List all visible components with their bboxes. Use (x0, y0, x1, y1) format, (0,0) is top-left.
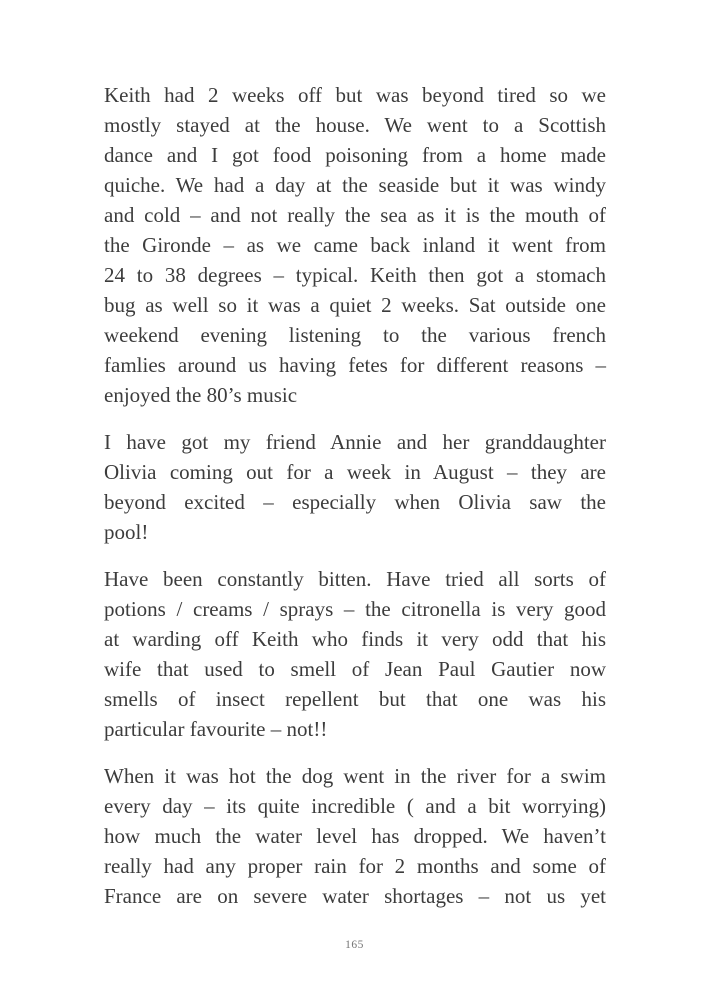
text-line: I have got my friend Annie and her granddaughter (104, 430, 606, 454)
text-line: wife that used to smell of Jean Paul Gautier now (104, 657, 606, 681)
text-line: every day – its quite incredible ( and a bit worrying) (104, 794, 606, 818)
text-line: beyond excited – especially when Olivia saw the (104, 490, 606, 514)
text-line: bug as well so it was a quiet 2 weeks. Sat outside one (104, 293, 606, 317)
text-line: quiche. We had a day at the seaside but it was windy (104, 173, 606, 197)
text-line: at warding off Keith who finds it very odd that his (104, 627, 606, 651)
text-line: When it was hot the dog went in the river for a swim (104, 764, 606, 788)
text-line: Have been constantly bitten. Have tried all sorts of (104, 567, 606, 591)
text-line: smells of insect repellent but that one was his (104, 687, 606, 711)
text-line: pool! (104, 520, 149, 544)
page-body (104, 80, 606, 911)
paragraph-4 (104, 761, 606, 911)
text-line: Keith had 2 weeks off but was beyond tired so we (104, 83, 606, 107)
text-line: famlies around us having fetes for different reasons – (104, 353, 606, 377)
text-line: dance and I got food poisoning from a home made (104, 143, 606, 167)
text-line: Olivia coming out for a week in August – they are (104, 460, 606, 484)
text-line: how much the water level has dropped. We haven’t (104, 824, 606, 848)
text-line: mostly stayed at the house. We went to a Scottish (104, 113, 606, 137)
text-line: the Gironde – as we came back inland it went from (104, 233, 606, 257)
text-line: potions / creams / sprays – the citronella is very good (104, 597, 606, 621)
text-line: enjoyed the 80’s music (104, 383, 298, 407)
text-line: really had any proper rain for 2 months and some of (104, 854, 606, 878)
text-line: particular favourite – not!! (104, 717, 328, 741)
paragraph-2 (104, 427, 606, 547)
text-line: France are on severe water shortages – not us yet (104, 884, 606, 908)
paragraph-1 (104, 80, 606, 410)
paragraph-3 (104, 564, 606, 744)
text-line: 24 to 38 degrees – typical. Keith then got a stomach (104, 263, 606, 287)
text-line: and cold – and not really the sea as it is the mouth of (104, 203, 606, 227)
page-number: 165 (345, 939, 364, 951)
text-line: weekend evening listening to the various french (104, 323, 606, 347)
